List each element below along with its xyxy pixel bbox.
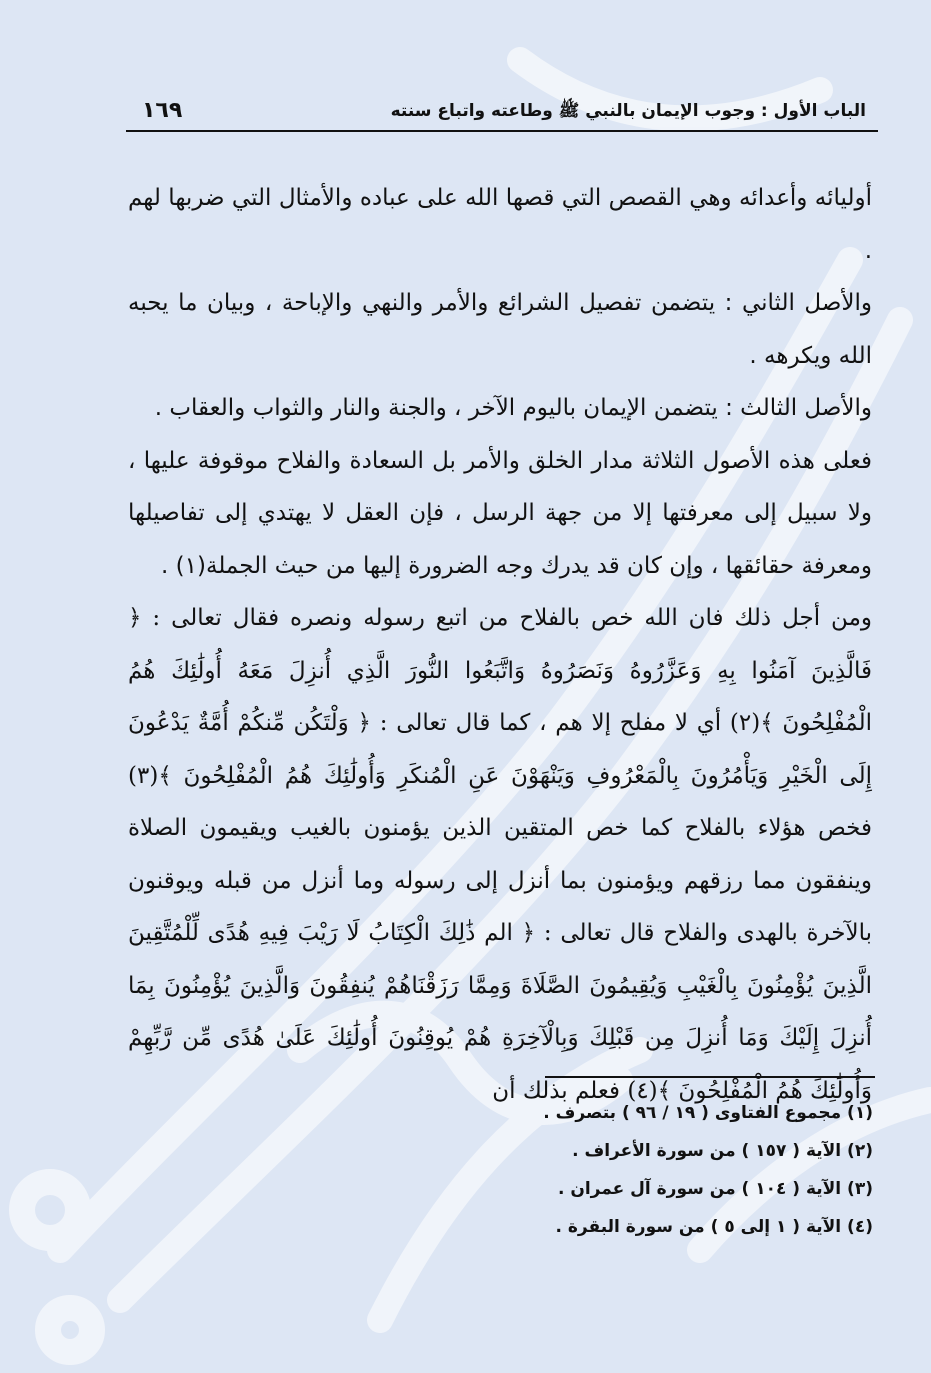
page-header (126, 96, 878, 132)
page-number: ١٦٩ (142, 98, 183, 123)
paragraph: أوليائه وأعدائه وهي القصص التي قصها الله على عباده والأمثال التي ضربها لهم . (128, 185, 872, 264)
paragraph: فعلى هذه الأصول الثلاثة مدار الخلق والأمر بل السعادة والفلاح موقوفة عليها ، ولا سبيل إلى معرفتها إلا من جهة الرسل ، فإن العقل لا يهتدي إلى تفاصيلها ومعرفة حقائقها ، وإن كان قد يدرك وجه الضرورة إليها من حيث الجملة(١) . (128, 447, 872, 579)
paragraph: والأصل الثالث : يتضمن الإيمان باليوم الآخر ، والجنة والنار والثواب والعقاب . (154, 395, 872, 421)
footnotes (373, 1094, 873, 1246)
paragraph: والأصل الثاني : يتضمن تفصيل الشرائع والأمر والنهي والإباحة ، وبيان ما يحبه الله ويكرهه . (128, 290, 872, 369)
running-title: الباب الأول : وجوب الإيمان بالنبي ﷺ وطاعته واتباع سنته (390, 101, 866, 121)
paragraph: ومن أجل ذلك فان الله خص بالفلاح من اتبع رسوله ونصره فقال تعالى : ﴿ فَالَّذِينَ آمَنُوا بِهِ وَعَزَّرُوهُ وَنَصَرُوهُ وَاتَّبَعُوا النُّورَ الَّذِي أُنزِلَ مَعَهُ أُولَٰئِكَ هُمُ الْمُفْلِحُونَ ﴾(٢) أي لا مفلح إلا هم ، كما قال تعالى : ﴿ وَلْتَكُن مِّنكُمْ أُمَّةٌ يَدْعُونَ إِلَى الْخَيْرِ وَيَأْمُرُونَ بِالْمَعْرُوفِ وَيَنْهَوْنَ عَنِ الْمُنكَرِ وَأُولَٰئِكَ هُمُ الْمُفْلِحُونَ ﴾(٣) فخص هؤلاء بالفلاح كما خص المتقين الذين يؤمنون بالغيب ويقيمون الصلاة وينفقون مما رزقهم ويؤمنون بما أنزل إلى رسوله وما أنزل من قبله ويوقنون بالآخرة بالهدى والفلاح قال تعالى : ﴿ الم ذَٰلِكَ الْكِتَابُ لَا رَيْبَ فِيهِ هُدًى لِّلْمُتَّقِينَ الَّذِينَ يُؤْمِنُونَ بِالْغَيْبِ وَيُقِيمُونَ الصَّلَاةَ وَمِمَّا رَزَقْنَاهُمْ يُنفِقُونَ وَالَّذِينَ يُؤْمِنُونَ بِمَا أُنزِلَ إِلَيْكَ وَمَا أُنزِلَ مِن قَبْلِكَ وَبِالْآخِرَةِ هُمْ يُوقِنُونَ أُولَٰئِكَ عَلَىٰ هُدًى مِّن رَّبِّهِمْ وَأُولَٰئِكَ هُمُ الْمُفْلِحُونَ ﴾(٤) فعلم بذلك أن (128, 605, 872, 1104)
footnote-item: (٤) الآية ( ١ إلى ٥ ) من سورة البقرة . (555, 1217, 873, 1237)
footnote-item: (٣) الآية ( ١٠٤ ) من سورة آل عمران . (557, 1179, 873, 1199)
footnote-item: (١) مجموع الفتاوى ( ١٩ / ٩٦ ) بتصرف . (543, 1103, 873, 1123)
footnote-separator (545, 1076, 875, 1078)
body-text (128, 172, 872, 1117)
footnote-item: (٢) الآية ( ١٥٧ ) من سورة الأعراف . (572, 1141, 873, 1161)
